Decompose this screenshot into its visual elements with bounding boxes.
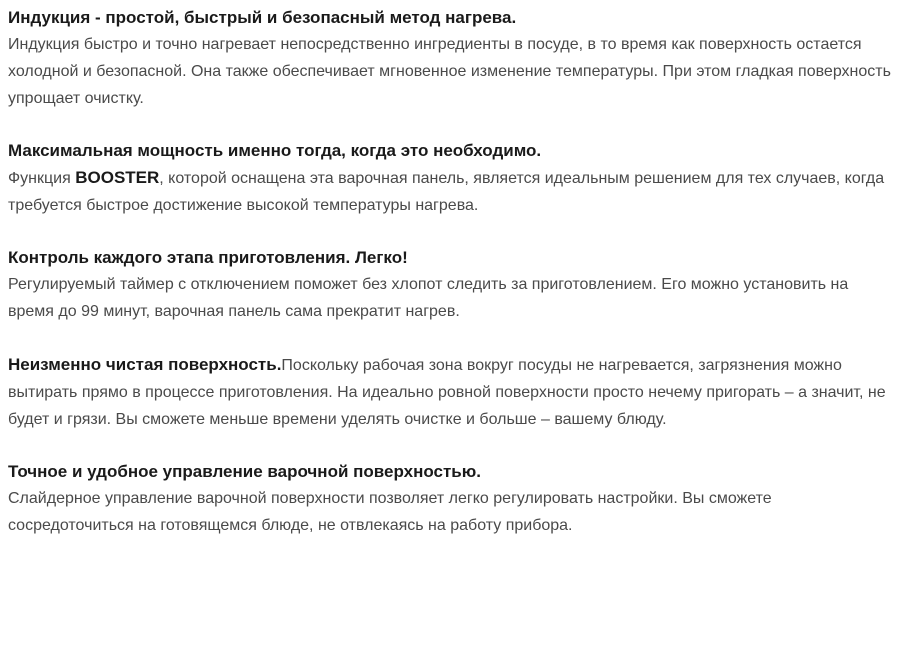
section-heading: Максимальная мощность именно тогда, когда это необходимо.: [8, 141, 542, 160]
section-heading: Контроль каждого этапа приготовления. Легко!: [8, 248, 408, 267]
section-text-suffix: , которой оснащена эта варочная панель, является идеальным решением для тех случаев, когда требуется быстрое достижение высокой температуры нагрева.: [8, 170, 885, 214]
section-heading: Неизменно чистая поверхность.: [8, 355, 282, 374]
section-heading: Индукция - простой, быстрый и безопасный метод нагрева.: [8, 8, 517, 27]
section-timer: [8, 245, 898, 325]
booster-term: BOOSTER: [75, 168, 160, 187]
section-text-prefix: Функция: [8, 170, 76, 187]
section-text-body: Поскольку рабочая зона вокруг посуды не нагревается, загрязнения можно вытирать прямо в процессе приготовления. На идеально ровной поверхности просто нечему пригорать – а значит, не будет и грязи. Вы сможете меньше времени уделять очистке и больше – вашему блюду.: [8, 357, 886, 428]
section-text: Регулируемый таймер с отключением поможет без хлопот следить за приготовлением. Его можно установить на время до 99 минут, варочная панель сама прекратит нагрев.: [8, 276, 849, 320]
section-heading: Точное и удобное управление варочной поверхностью.: [8, 462, 481, 481]
section-slider-control: [8, 459, 898, 539]
section-text: [8, 164, 898, 219]
section-text: Индукция быстро и точно нагревает непосредственно ингредиенты в посуде, в то время как поверхность остается холодной и безопасной. Она также обеспечивает мгновенное изменение температуры. При этом гладкая поверхность упрощает очистку.: [8, 36, 891, 107]
section-clean-surface: [8, 351, 898, 433]
section-booster: [8, 138, 898, 219]
section-text: Слайдерное управление варочной поверхности позволяет легко регулировать настройки. Вы сможете сосредоточиться на готовящемся блюде, не отвлекаясь на работу прибора.: [8, 490, 772, 534]
section-text: [8, 351, 898, 433]
section-induction: [8, 5, 898, 112]
